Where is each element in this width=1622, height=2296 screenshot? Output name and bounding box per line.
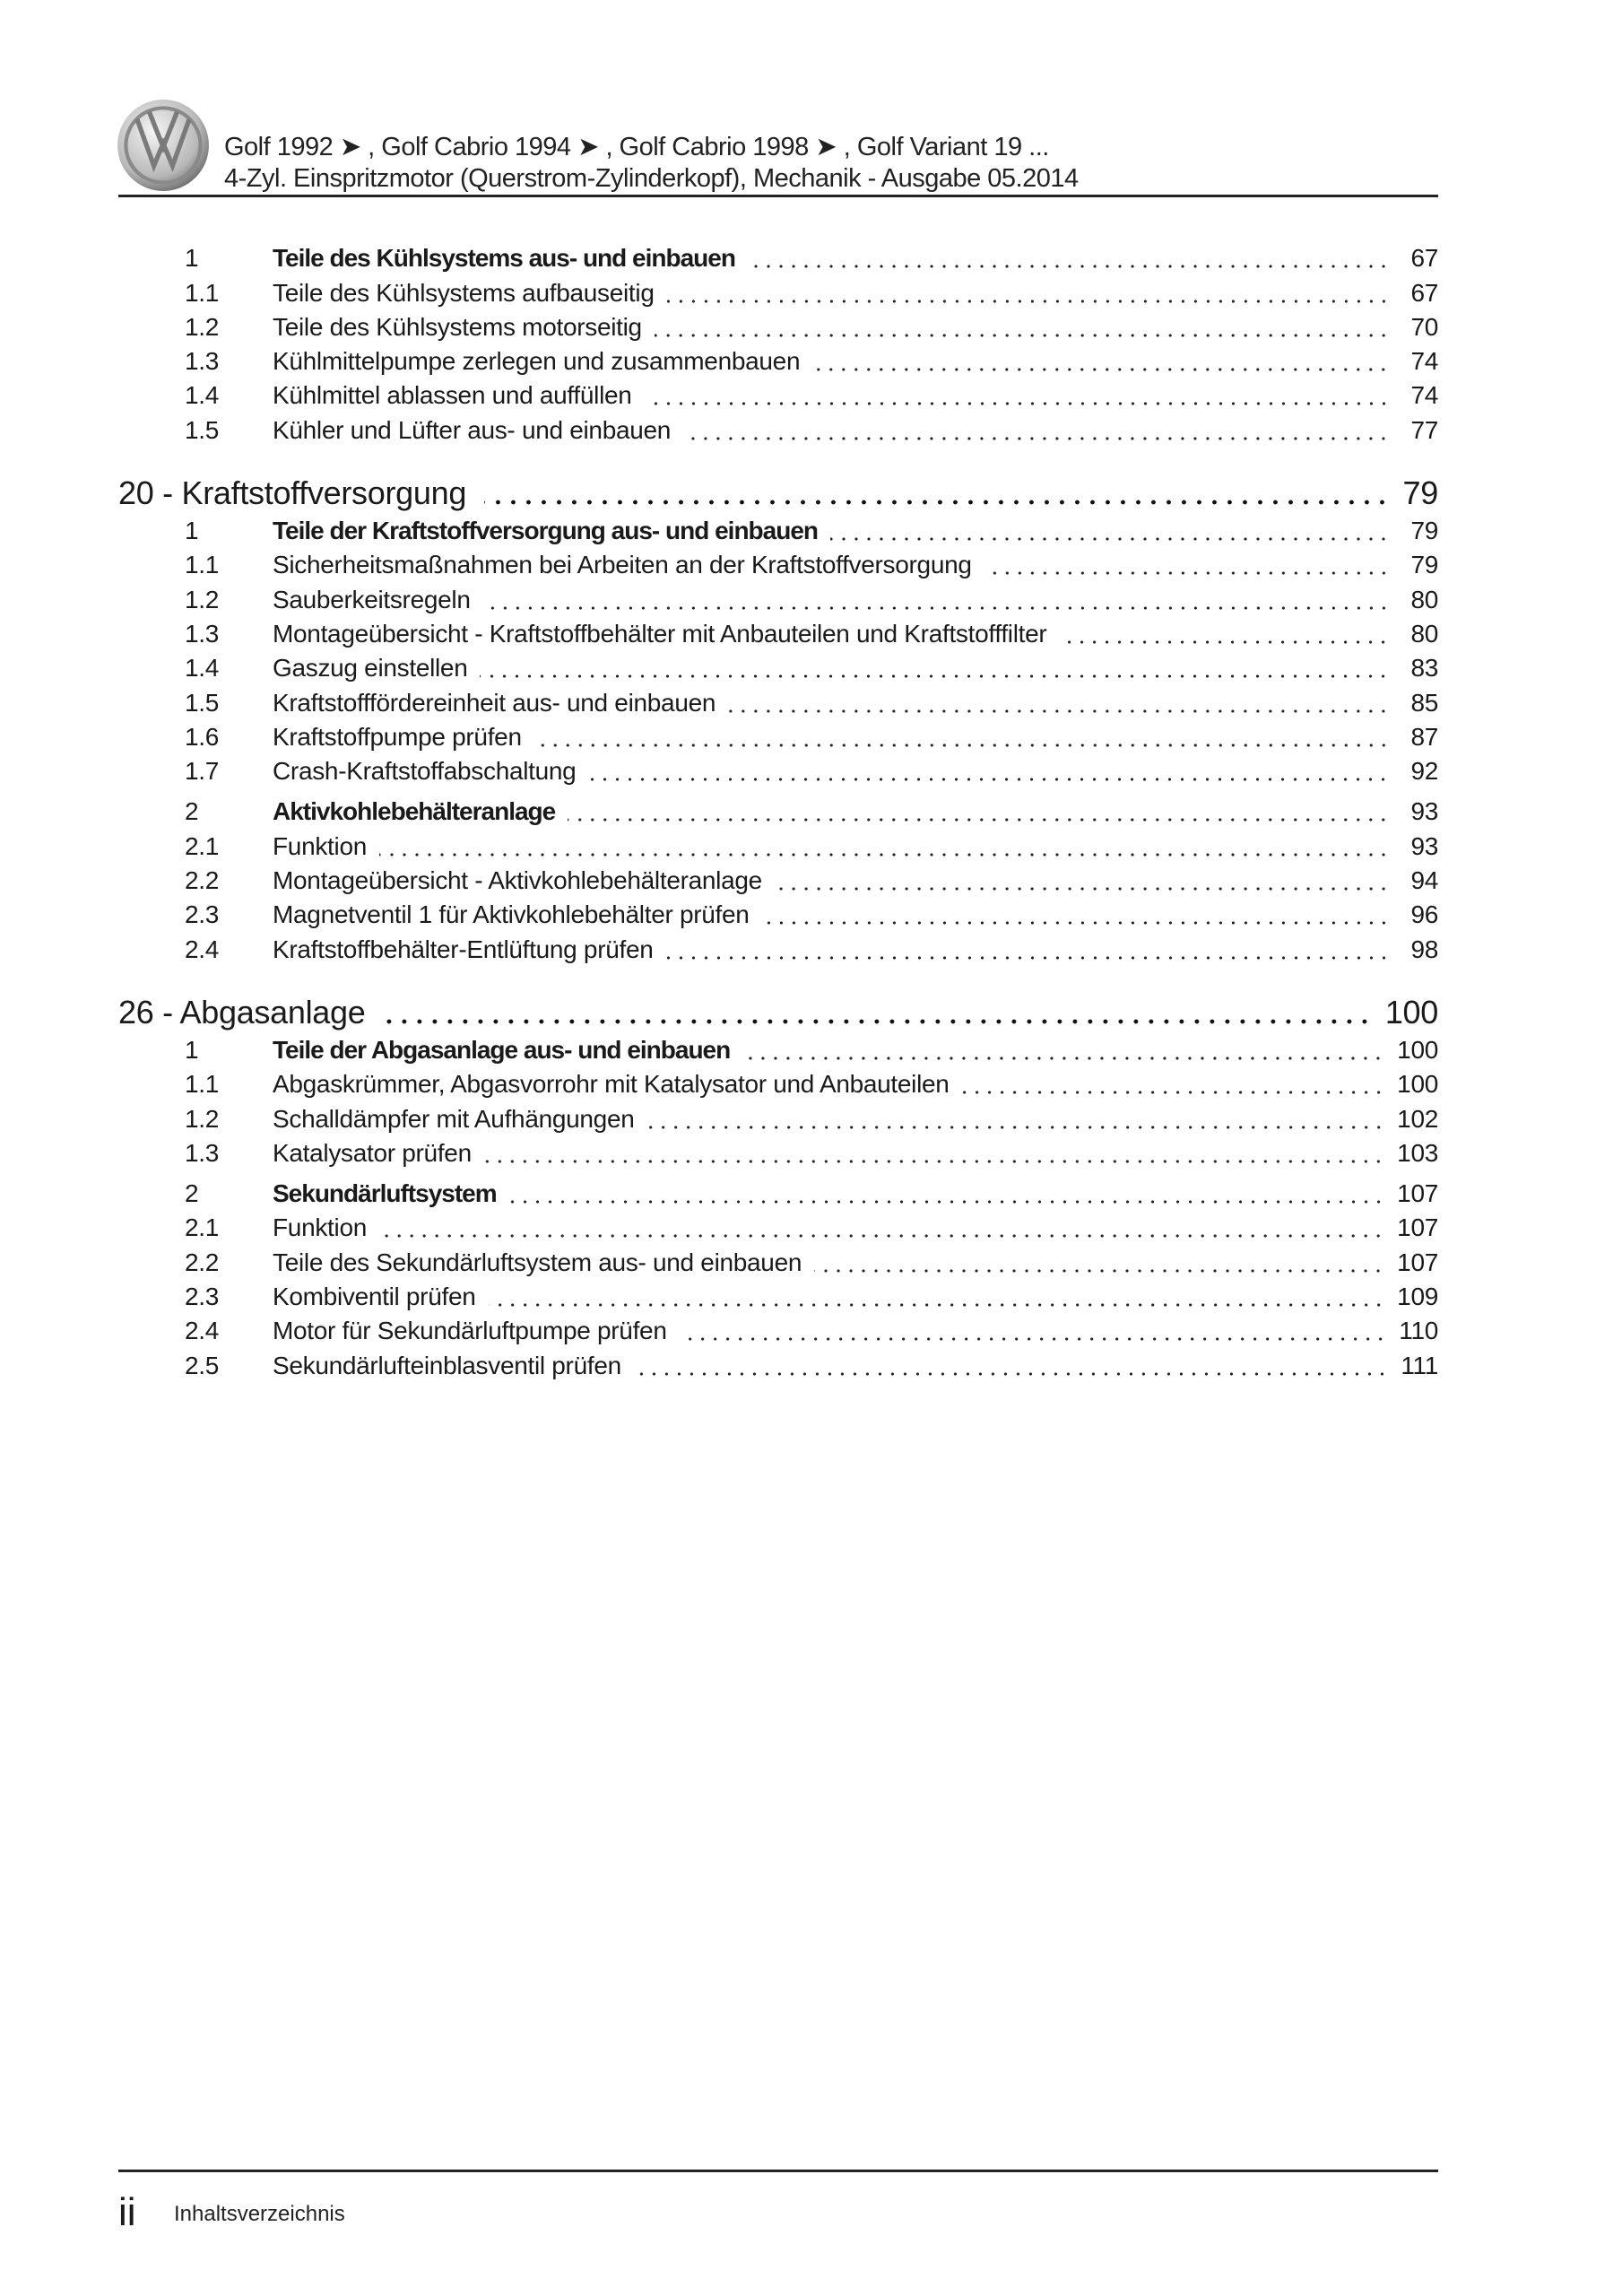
toc-number: 1 xyxy=(185,517,199,545)
toc-leader xyxy=(484,483,1390,511)
toc-page: 79 xyxy=(1410,517,1438,545)
toc-leader xyxy=(728,689,1390,718)
toc-number: 1.2 xyxy=(185,1104,220,1133)
toc-number: 2.4 xyxy=(185,935,220,963)
toc-entry[interactable] xyxy=(118,929,1438,963)
toc-leader xyxy=(647,1105,1385,1134)
toc-title: Schalldämpfer mit Aufhängungen xyxy=(273,1104,635,1133)
toc-title: Teile des Kühlsystems motorseitig xyxy=(273,312,642,341)
vw-logo xyxy=(117,99,210,192)
toc-number: 2.3 xyxy=(185,900,220,929)
toc-entry[interactable] xyxy=(118,1208,1438,1242)
toc-leader xyxy=(812,347,1390,376)
toc-number: 1.5 xyxy=(185,688,220,717)
toc-leader xyxy=(484,1139,1384,1168)
toc-title: Sauberkeitsregeln xyxy=(273,585,471,613)
toc-leader xyxy=(683,416,1390,445)
toc-number: 1.3 xyxy=(185,619,220,648)
header-rule xyxy=(118,195,1438,197)
toc-leader xyxy=(1059,620,1390,648)
toc-title: Sicherheitsmaßnahmen bei Arbeiten an der Kraftstoffversorgung xyxy=(273,551,972,579)
toc-leader xyxy=(814,1248,1384,1277)
toc-page: 100 xyxy=(1397,1070,1438,1099)
toc-title: Motor für Sekundärluftpumpe prüfen xyxy=(273,1317,667,1345)
toc-page: 79 xyxy=(1402,474,1438,511)
toc-title: Teile der Abgasanlage aus- und einbauen xyxy=(273,1035,731,1064)
toc-title: Teile des Kühlsystems aus- und einbauen xyxy=(273,244,735,273)
toc-number: 1.1 xyxy=(185,551,220,579)
toc-entry[interactable] xyxy=(118,1065,1438,1099)
toc-page: 100 xyxy=(1384,993,1438,1031)
toc-leader xyxy=(667,279,1390,308)
toc-entry[interactable] xyxy=(118,511,1438,545)
toc-page: 67 xyxy=(1410,278,1438,307)
toc-title: Abgaskrümmer, Abgasvorrohr mit Katalysator und Anbauteilen xyxy=(273,1070,950,1099)
toc-entry[interactable] xyxy=(118,648,1438,683)
toc-entry[interactable] xyxy=(118,861,1438,895)
toc-number: 1 xyxy=(185,244,199,273)
toc-title: Gaszug einstellen xyxy=(273,654,468,683)
toc-number: 1.1 xyxy=(185,278,220,307)
toc-page: 87 xyxy=(1410,722,1438,751)
toc-number: 2.1 xyxy=(185,831,220,860)
toc-entry[interactable] xyxy=(118,895,1438,929)
toc-number: 1.1 xyxy=(185,1070,220,1099)
toc-title: 26 - Abgasanlage xyxy=(118,993,366,1031)
toc-title: Crash-Kraftstoffabschaltung xyxy=(273,757,577,786)
toc-page: 93 xyxy=(1410,797,1438,826)
toc-page: 70 xyxy=(1410,312,1438,341)
toc-page: 96 xyxy=(1410,900,1438,929)
toc-entry[interactable] xyxy=(118,752,1438,786)
toc-title: Sekundärluftsystem xyxy=(273,1179,497,1208)
toc-page: 80 xyxy=(1410,619,1438,648)
toc-title: 20 - Kraftstoffversorgung xyxy=(118,474,467,511)
toc-title: Kühlmittel ablassen und auffüllen xyxy=(273,381,632,410)
toc-number: 2 xyxy=(185,1179,199,1208)
toc-page: 92 xyxy=(1410,757,1438,786)
toc-title: Magnetventil 1 für Aktivkohlebehälter prüfen xyxy=(273,900,750,929)
toc-entry[interactable] xyxy=(118,1345,1438,1379)
toc-title: Aktivkohlebehälteranlage xyxy=(273,797,556,826)
toc-leader xyxy=(379,1213,1384,1242)
toc-page: 100 xyxy=(1397,1035,1438,1064)
toc-page: 111 xyxy=(1401,1351,1438,1379)
toc-leader xyxy=(379,832,1390,861)
toc-leader xyxy=(568,797,1390,826)
toc-leader xyxy=(830,517,1390,545)
toc-page: 74 xyxy=(1410,347,1438,376)
toc-page: 107 xyxy=(1397,1248,1438,1276)
toc-leader xyxy=(742,1036,1384,1065)
toc-entry[interactable] xyxy=(118,1242,1438,1276)
toc-title: Kombiventil prüfen xyxy=(273,1283,476,1311)
toc-number: 1.2 xyxy=(185,312,220,341)
toc-page: 110 xyxy=(1399,1317,1438,1345)
toc-page: 80 xyxy=(1410,585,1438,613)
toc-title: Katalysator prüfen xyxy=(273,1138,472,1167)
toc-leader xyxy=(489,1283,1385,1311)
toc-page: 79 xyxy=(1410,551,1438,579)
toc-page: 103 xyxy=(1397,1138,1438,1167)
toc-number: 1.5 xyxy=(185,415,220,444)
toc-entry[interactable] xyxy=(118,1031,1438,1065)
toc-number: 1.3 xyxy=(185,347,220,376)
toc-title: Funktion xyxy=(273,831,367,860)
toc-page: 67 xyxy=(1410,244,1438,273)
toc-number: 1 xyxy=(185,1035,199,1064)
toc-number: 2.2 xyxy=(185,866,220,895)
toc-entry[interactable] xyxy=(118,614,1438,648)
toc-entry[interactable] xyxy=(118,1277,1438,1311)
toc-entry[interactable] xyxy=(118,410,1438,444)
toc-title: Kraftstoffbehälter-Entlüftung prüfen xyxy=(273,935,654,963)
toc-title: Teile des Sekundärluftsystem aus- und einbauen xyxy=(273,1248,802,1276)
footer-label: Inhaltsverzeichnis xyxy=(174,2202,345,2226)
toc-page: 94 xyxy=(1410,866,1438,895)
toc-number: 1.6 xyxy=(185,722,220,751)
toc-number: 2.1 xyxy=(185,1213,220,1242)
header-models: Golf 1992 ➤ , Golf Cabrio 1994 ➤ , Golf Cabrio 1998 ➤ , Golf Variant 19 ... xyxy=(224,133,1049,161)
toc-entry[interactable] xyxy=(118,308,1438,342)
toc-entry[interactable] xyxy=(118,1311,1438,1345)
toc-entry[interactable] xyxy=(118,1134,1438,1168)
toc-number: 2.3 xyxy=(185,1283,220,1311)
toc-title: Kraftstofffördereinheit aus- und einbauen xyxy=(273,688,716,717)
toc-number: 1.2 xyxy=(185,585,220,613)
toc-entry[interactable] xyxy=(118,826,1438,860)
toc-title: Montageübersicht - Aktivkohlebehälteranlage xyxy=(273,866,762,895)
toc-page: 107 xyxy=(1397,1179,1438,1208)
toc-leader xyxy=(748,244,1390,273)
toc-number: 2.5 xyxy=(185,1351,220,1379)
toc-chapter[interactable] xyxy=(118,468,1438,511)
toc-leader xyxy=(634,1352,1388,1380)
toc-leader xyxy=(762,900,1390,929)
toc-number: 1.4 xyxy=(185,381,220,410)
toc-title: Sekundärlufteinblasventil prüfen xyxy=(273,1351,621,1379)
toc-leader xyxy=(588,757,1390,786)
table-of-contents xyxy=(118,239,1438,1380)
toc-title: Funktion xyxy=(273,1213,367,1242)
toc-page: 109 xyxy=(1397,1283,1438,1311)
toc-leader xyxy=(480,654,1390,683)
toc-leader xyxy=(962,1070,1385,1099)
toc-page: 74 xyxy=(1410,381,1438,410)
footer-page-number: ii xyxy=(118,2190,136,2234)
toc-page: 98 xyxy=(1410,935,1438,963)
toc-entry[interactable] xyxy=(118,273,1438,307)
toc-number: 2.4 xyxy=(185,1317,220,1345)
toc-entry[interactable] xyxy=(118,545,1438,579)
toc-page: 102 xyxy=(1397,1104,1438,1133)
toc-number: 2 xyxy=(185,797,199,826)
toc-leader xyxy=(775,866,1390,895)
toc-number: 2.2 xyxy=(185,1248,220,1276)
toc-page: 93 xyxy=(1410,831,1438,860)
toc-entry[interactable] xyxy=(118,1174,1438,1208)
toc-title: Teile des Kühlsystems aufbauseitig xyxy=(273,278,655,307)
toc-leader xyxy=(483,586,1390,614)
toc-entry[interactable] xyxy=(118,376,1438,410)
toc-number: 1.3 xyxy=(185,1138,220,1167)
toc-number: 1.4 xyxy=(185,654,220,683)
toc-leader xyxy=(645,381,1390,410)
toc-chapter[interactable] xyxy=(118,987,1438,1031)
toc-title: Kühler und Lüfter aus- und einbauen xyxy=(273,415,672,444)
toc-entry[interactable] xyxy=(118,239,1438,273)
toc-page: 107 xyxy=(1397,1213,1438,1242)
toc-leader xyxy=(984,551,1390,579)
toc-title: Montageübersicht - Kraftstoffbehälter mit Anbauteilen und Kraftstofffilter xyxy=(273,619,1047,648)
toc-entry[interactable] xyxy=(118,342,1438,376)
toc-leader xyxy=(666,935,1390,964)
toc-leader xyxy=(383,1002,1372,1031)
toc-entry[interactable] xyxy=(118,718,1438,752)
toc-number: 1.7 xyxy=(185,757,220,786)
toc-title: Kraftstoffpumpe prüfen xyxy=(273,722,522,751)
toc-leader xyxy=(680,1317,1387,1345)
toc-entry[interactable] xyxy=(118,683,1438,717)
header-subtitle: 4-Zyl. Einspritzmotor (Querstrom-Zylinderkopf), Mechanik - Ausgabe 05.2014 xyxy=(224,164,1079,193)
toc-leader xyxy=(534,723,1390,752)
toc-page: 77 xyxy=(1410,415,1438,444)
toc-page: 83 xyxy=(1410,654,1438,683)
toc-entry[interactable] xyxy=(118,1099,1438,1133)
toc-title: Teile der Kraftstoffversorgung aus- und einbauen xyxy=(273,517,819,545)
toc-entry[interactable] xyxy=(118,792,1438,826)
toc-title: Kühlmittelpumpe zerlegen und zusammenbauen xyxy=(273,347,801,376)
footer-rule xyxy=(118,2170,1438,2172)
toc-entry[interactable] xyxy=(118,579,1438,613)
toc-leader xyxy=(509,1179,1385,1208)
toc-leader xyxy=(655,313,1390,342)
toc-page: 85 xyxy=(1410,688,1438,717)
